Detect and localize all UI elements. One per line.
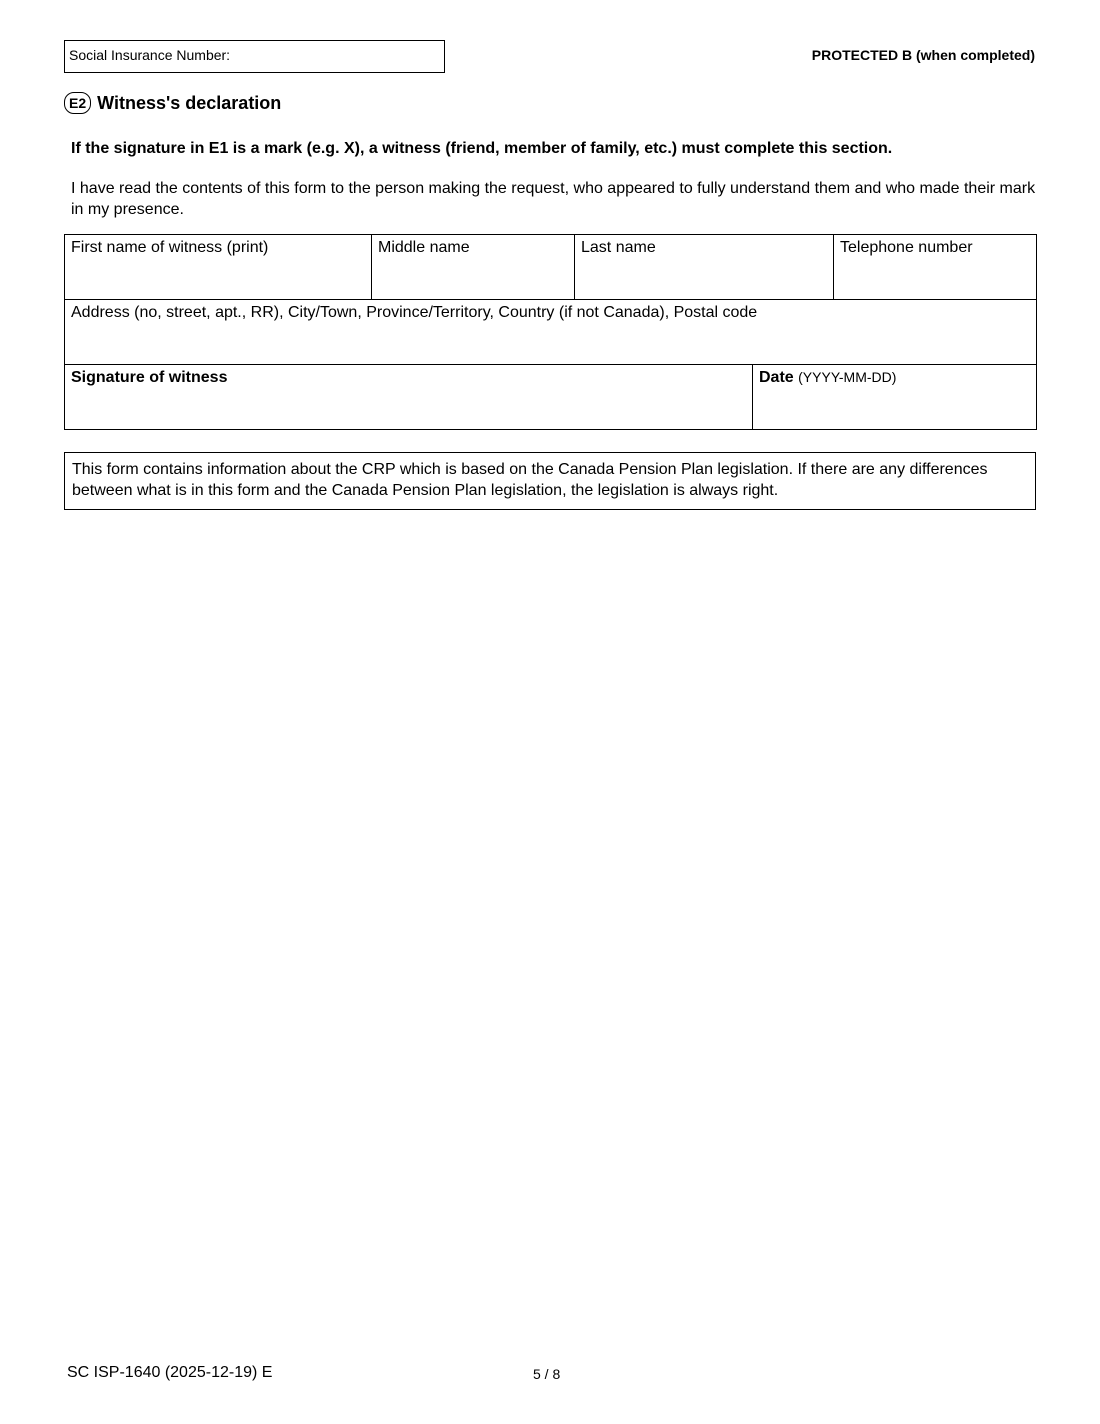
form-code: SC ISP-1640 (2025-12-19) E — [67, 1364, 273, 1381]
witness-fields-table — [64, 234, 1037, 430]
protected-label: PROTECTED B (when completed) — [811, 47, 1035, 63]
page-number: 5 / 8 — [533, 1366, 561, 1382]
last-name-label: Last name — [581, 239, 656, 256]
first-name-field[interactable] — [65, 235, 372, 300]
signature-label: Signature of witness — [71, 369, 228, 386]
telephone-label: Telephone number — [840, 239, 973, 256]
signature-field[interactable] — [65, 365, 753, 430]
section-heading — [64, 90, 281, 116]
date-format-hint: (YYYY-MM-DD) — [798, 369, 897, 385]
section-badge: E2 — [64, 92, 91, 114]
section-title: Witness's declaration — [97, 92, 282, 113]
sin-field[interactable] — [64, 40, 445, 73]
last-name-field[interactable] — [575, 235, 834, 300]
date-field[interactable] — [753, 365, 1037, 430]
address-field[interactable] — [65, 300, 1037, 365]
date-label: Date — [759, 369, 794, 386]
legislation-notice: This form contains information about the CRP which is based on the Canada Pension Plan legislation. If there are any differences between what is in this form and the Canada Pension Plan legislation, the legislation is always right. — [64, 452, 1036, 510]
telephone-field[interactable] — [834, 235, 1037, 300]
witness-statement: I have read the contents of this form to the person making the request, who appeared to fully understand them and who made their mark in my presence. — [71, 180, 1036, 218]
address-label: Address (no, street, apt., RR), City/Town, Province/Territory, Country (if not Canada), Postal code — [71, 304, 758, 321]
first-name-label: First name of witness (print) — [71, 239, 269, 256]
section-instruction: If the signature in E1 is a mark (e.g. X), a witness (friend, member of family, etc.) must complete this section. — [71, 140, 893, 157]
middle-name-field[interactable] — [372, 235, 575, 300]
middle-name-label: Middle name — [378, 239, 470, 256]
sin-label: Social Insurance Number: — [69, 47, 231, 63]
